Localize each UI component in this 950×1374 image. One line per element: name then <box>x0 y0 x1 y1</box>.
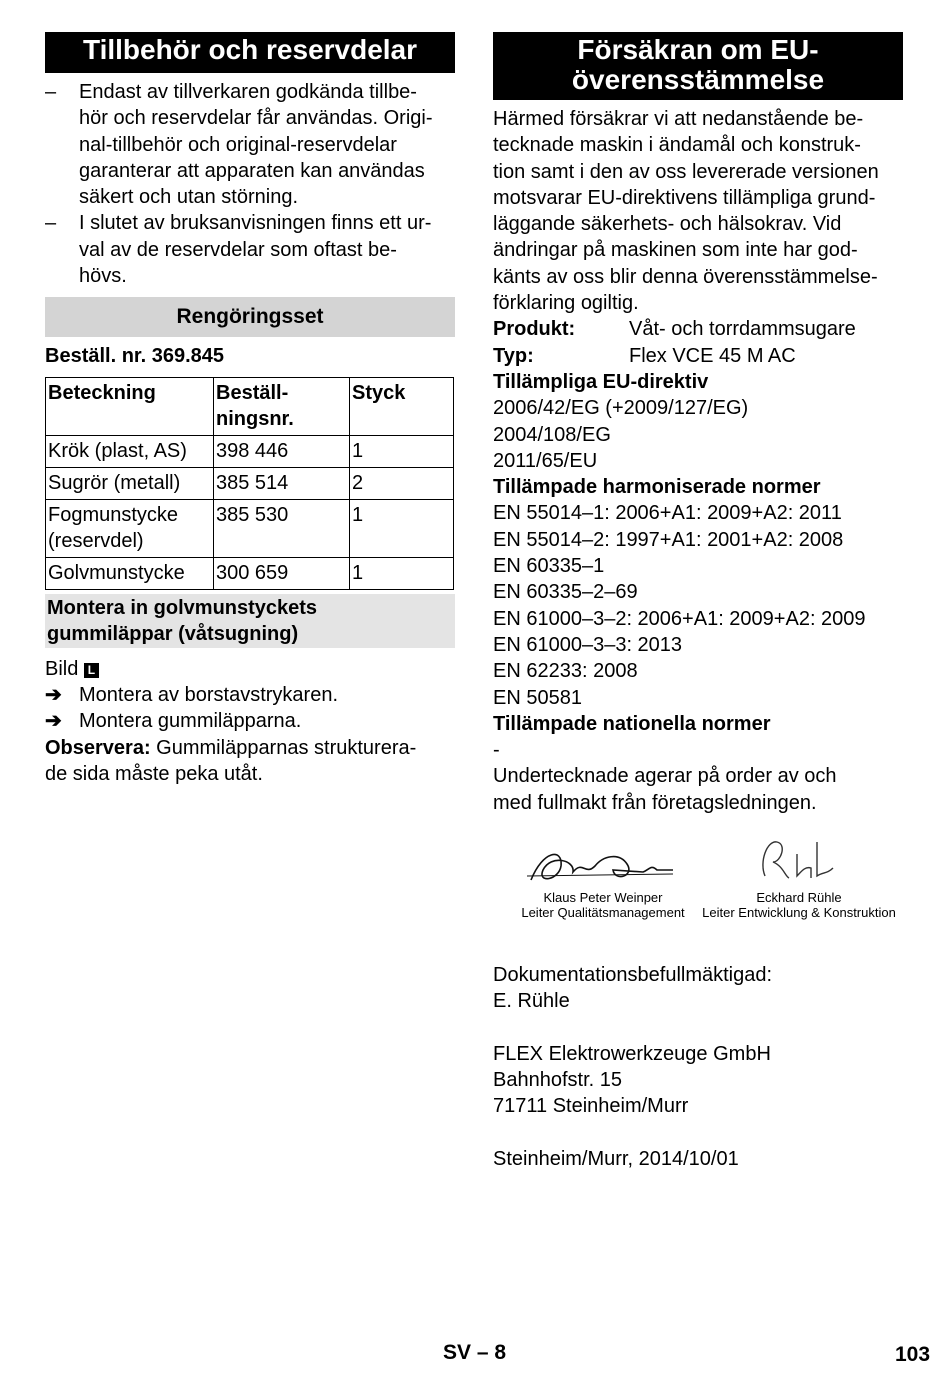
list-item: EN 60335–2–69 <box>493 581 638 604</box>
norms-heading: Tillämpade harmoniserade normer <box>493 476 821 499</box>
text-line: I slutet av bruksanvisningen finns ett ur- <box>79 212 432 235</box>
text-line: val av de reservdelar som oftast be- <box>79 238 397 261</box>
table-cell: 398 446 <box>214 435 350 467</box>
norms-list <box>493 500 903 710</box>
footer-language-page: SV – 8 <box>443 1341 507 1364</box>
declaration-heading <box>493 32 903 100</box>
text-line: tion samt i den av oss levererade versionen <box>493 160 879 183</box>
place-date: Steinheim/Murr, 2014/10/01 <box>493 1147 739 1170</box>
product-value: Våt- och torrdammsugare <box>629 318 856 341</box>
table-header-row <box>46 377 454 435</box>
heading-line: Montera in golvmunstyckets <box>47 596 318 619</box>
signatory-name: Eckhard Rühle <box>756 890 842 906</box>
list-item: EN 60335–1 <box>493 555 605 578</box>
signature-weinper <box>523 840 683 890</box>
table-cell: 2 <box>350 467 454 499</box>
signature-weinper-image <box>523 840 683 890</box>
table-cell: 1 <box>350 557 454 589</box>
accessories-list <box>45 79 455 289</box>
text-line: hör och reservdelar får användas. Origi- <box>79 107 433 130</box>
directives-list <box>493 395 903 474</box>
dash-mark: – <box>45 212 57 235</box>
signatory-2 <box>693 890 905 920</box>
list-item: 2006/42/EG (+2009/127/EG) <box>493 397 749 420</box>
list-item: EN 61000–3–3: 2013 <box>493 633 683 656</box>
directives-heading: Tillämpliga EU-direktiv <box>493 370 709 393</box>
national-norms-value: - <box>493 739 500 762</box>
list-item: EN 61000–3–2: 2006+A1: 2009+A2: 2009 <box>493 607 866 630</box>
type-label: Typ: <box>493 344 534 367</box>
note <box>45 735 455 788</box>
table-cell: 1 <box>350 499 454 557</box>
signatory-role: Leiter Qualitätsmanagement <box>521 905 685 921</box>
list-item: EN 62233: 2008 <box>493 660 638 683</box>
address-line: FLEX Elektrowerkzeuge GmbH <box>493 1042 771 1065</box>
step-text: Montera gummiläpparna. <box>79 710 302 733</box>
text-line: känts av oss blir denna överensstämmelse- <box>493 265 878 288</box>
type-value: Flex VCE 45 M AC <box>629 344 796 367</box>
table-cell: 300 659 <box>214 557 350 589</box>
product-row <box>493 316 903 342</box>
list-item: EN 55014–2: 1997+A1: 2001+A2: 2008 <box>493 528 844 551</box>
heading-line: gummiläppar (våtsugning) <box>47 622 299 645</box>
list-item: 2011/65/EU <box>493 449 598 472</box>
text-line: garanterar att apparaten kan användas <box>79 159 425 182</box>
heading-line: Försäkran om EU- <box>577 34 819 65</box>
table-cell: 1 <box>350 435 454 467</box>
table-cell: 385 514 <box>214 467 350 499</box>
text-line: tecknade maskin i ändamål och konstruk- <box>493 134 861 157</box>
text-line: Endast av tillverkaren godkända tillbe- <box>79 81 417 103</box>
note-label: Observera: <box>45 736 151 759</box>
left-column <box>45 32 455 787</box>
text-line: ändringar på maskinen som inte har god- <box>493 239 858 262</box>
signatory-1 <box>513 890 693 920</box>
product-label: Produkt: <box>493 318 576 341</box>
declaration-intro <box>493 106 903 316</box>
text-line: Undertecknade agerar på order av och <box>493 765 837 788</box>
accessories-heading: Tillbehör och reservdelar <box>45 32 455 73</box>
table-cell: Sugrör (metall) <box>46 467 214 499</box>
column-header: Beställ- ningsnr. <box>214 377 350 435</box>
company-address <box>493 1041 903 1120</box>
address-line: Bahnhofstr. 15 <box>493 1068 622 1091</box>
text-line: Härmed försäkrar vi att nedanstående be- <box>493 108 864 130</box>
arrow-right-icon: ➔ <box>45 683 62 706</box>
national-norms-heading: Tillämpade nationella normer <box>493 712 771 735</box>
signature-ruhle <box>753 832 843 887</box>
text-line: förklaring ogiltig. <box>493 292 639 315</box>
dash-mark: – <box>45 81 57 103</box>
documentation-authority <box>493 962 903 1015</box>
table-row <box>46 467 454 499</box>
list-item: EN 55014–1: 2006+A1: 2009+A2: 2011 <box>493 502 842 525</box>
type-row <box>493 343 903 369</box>
column-header: Beteckning <box>46 377 214 435</box>
step-item <box>45 708 455 734</box>
heading-line: överensstämmelse <box>571 64 825 95</box>
signatory-name: Klaus Peter Weinper <box>543 890 663 906</box>
signed-statement <box>493 763 903 816</box>
signatures <box>493 832 903 952</box>
list-item: 2004/108/EG <box>493 423 611 446</box>
step-text: Montera av borstavstrykaren. <box>79 683 338 706</box>
figure-label: Bild <box>45 657 79 680</box>
note-text: de sida måste peka utåt. <box>45 762 263 785</box>
table-row <box>46 499 454 557</box>
arrow-right-icon: ➔ <box>45 710 62 733</box>
text-line: säkert och utan störning. <box>79 186 299 209</box>
list-item <box>45 79 455 210</box>
figure-l-icon: L <box>84 663 99 678</box>
mount-lips-heading <box>45 594 455 648</box>
text-line: nal-tillbehör och original-reservdelar <box>79 133 397 156</box>
signature-ruhle-image <box>753 832 843 887</box>
column-header: Styck <box>350 377 454 435</box>
address-line: 71711 Steinheim/Murr <box>493 1095 689 1118</box>
note-text: Gummiläpparnas strukturera- <box>150 736 417 759</box>
list-item <box>45 210 455 289</box>
table-row <box>46 557 454 589</box>
step-item <box>45 682 455 708</box>
cleaning-kit-heading: Rengöringsset <box>45 297 455 337</box>
table-cell: Golvmunstycke <box>46 557 214 589</box>
parts-table <box>45 377 454 590</box>
figure-reference <box>45 656 455 682</box>
table-row <box>46 435 454 467</box>
doc-name: E. Rühle <box>493 990 570 1013</box>
doc-label: Dokumentationsbefullmäktigad: <box>493 964 773 987</box>
text-line: med fullmakt från företagsledningen. <box>493 791 817 814</box>
table-cell: Fogmunstycke (reservdel) <box>46 499 214 557</box>
text-line: läggande säkerhets- och hälsokrav. Vid <box>493 213 842 236</box>
list-item: EN 50581 <box>493 686 582 709</box>
order-number: Beställ. nr. 369.845 <box>45 345 225 368</box>
table-cell: 385 530 <box>214 499 350 557</box>
page-number: 103 <box>895 1343 931 1366</box>
table-cell: Krök (plast, AS) <box>46 435 214 467</box>
signatory-role: Leiter Entwicklung & Konstruktion <box>702 905 896 921</box>
text-line: hövs. <box>79 265 127 288</box>
text-line: motsvarar EU-direktivens tillämpliga grund- <box>493 186 876 209</box>
right-column <box>493 32 903 1172</box>
